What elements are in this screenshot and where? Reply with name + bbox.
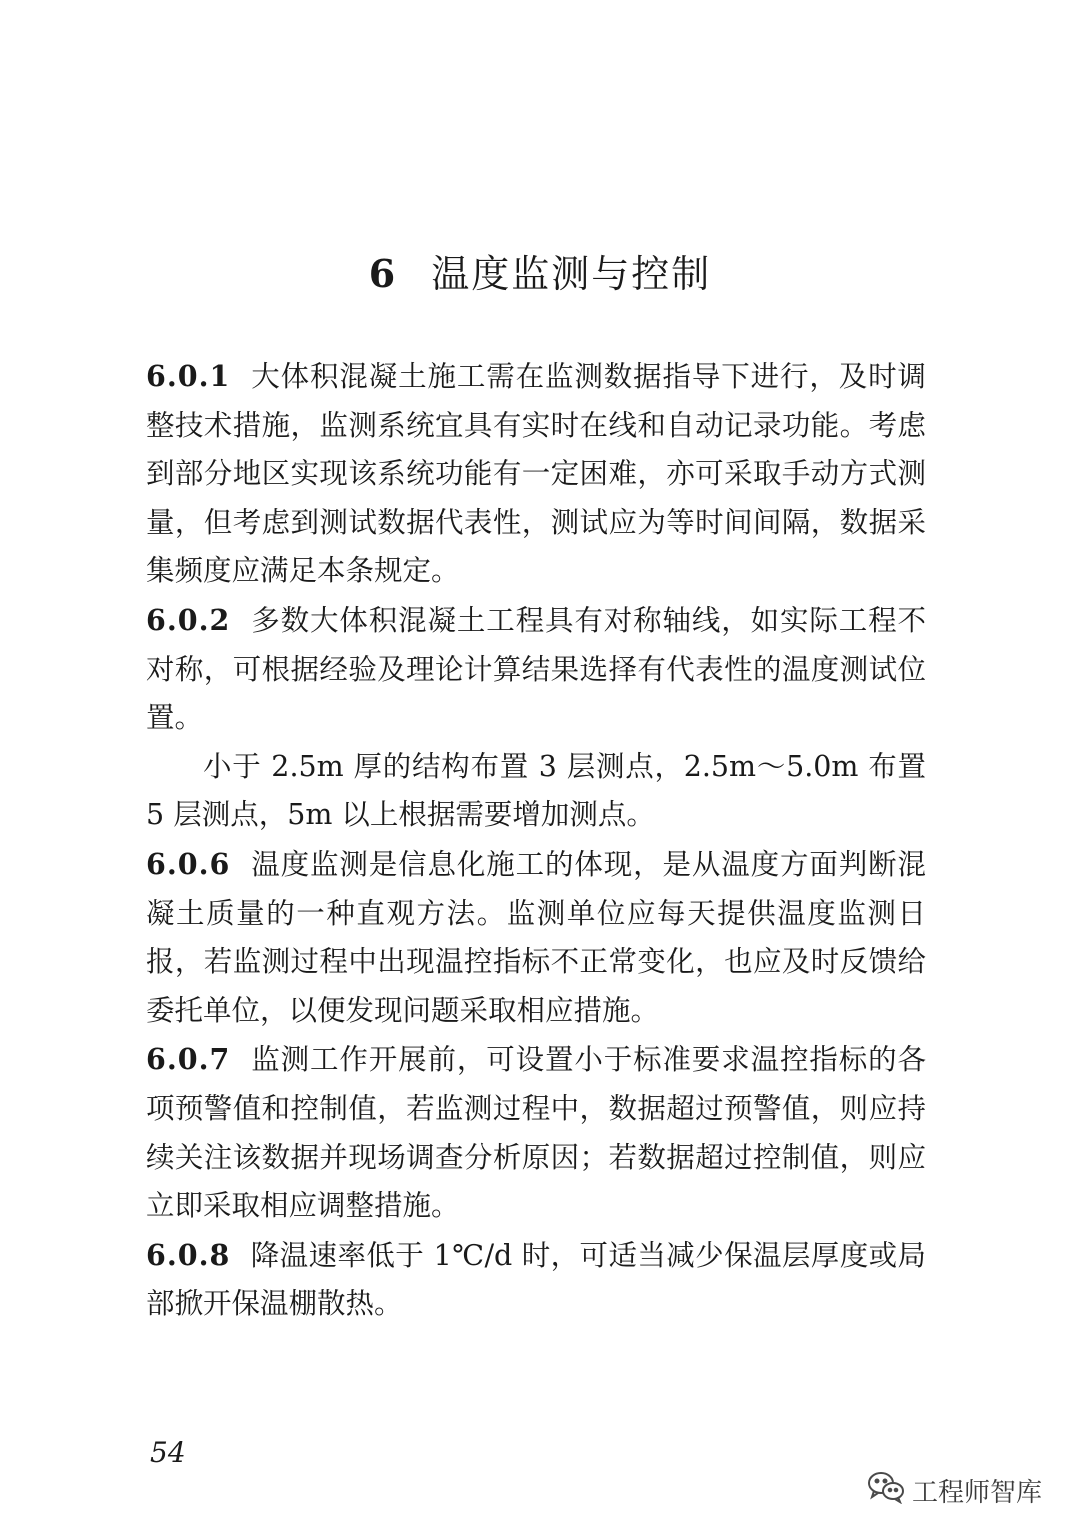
- clause-6-0-2: [146, 596, 926, 743]
- clause-6-0-8: [146, 1231, 926, 1329]
- clause-text: 降温速率低于 1℃/d 时，可适当减少保温层厚度或局部掀开保温棚散热。: [146, 1238, 926, 1321]
- clause-text: 小于 2.5m 厚的结构布置 3 层测点，2.5m～5.0m 布置 5 层测点，5m 以上根据需要增加测点。: [146, 749, 926, 832]
- chapter-title: [0, 243, 1080, 298]
- watermark-text: 工程师智库: [912, 1478, 1043, 1508]
- clause-6-0-7: [146, 1035, 926, 1230]
- wechat-icon: [866, 1470, 906, 1511]
- clause-text: 监测工作开展前，可设置小于标准要求温控指标的各项预警值和控制值，若监测过程中，数据超过预警值，则应持续关注该数据并现场调查分析原因；若数据超过控制值，则应立即采取相应调整措施。: [146, 1043, 926, 1223]
- clause-text: 多数大体积混凝土工程具有对称轴线，如实际工程不对称，可根据经验及理论计算结果选择有代表性的温度测试位置。: [146, 603, 926, 735]
- clause-list: [146, 352, 926, 1329]
- chapter-number: 6: [368, 251, 398, 296]
- clause-text: 大体积混凝土施工需在监测数据指导下进行，及时调整技术措施，监测系统宜具有实时在线和自动记录功能。考虑到部分地区实现该系统功能有一定困难，亦可采取手动方式测量，但考虑到测试数据代表性，测试应为等时间间隔，数据采集频度应满足本条规定。: [146, 360, 926, 588]
- clause-number: 6.0.8: [146, 1237, 231, 1272]
- watermark: [866, 1470, 1042, 1511]
- clause-6-0-6: [146, 840, 926, 1035]
- clause-number: 6.0.6: [146, 846, 231, 881]
- chapter-title-text: 温度监测与控制: [431, 252, 712, 296]
- clause-number: 6.0.7: [146, 1042, 231, 1077]
- page-number: 54: [150, 1436, 186, 1469]
- clause-text: 温度监测是信息化施工的体现，是从温度方面判断混凝土质量的一种直观方法。监测单位应每天提供温度监测日报，若监测过程中出现温控指标不正常变化，也应及时反馈给委托单位，以便发现问题采取相应措施。: [146, 847, 926, 1027]
- clause-number: 6.0.1: [146, 359, 231, 393]
- clause-6-0-2-continuation: [146, 743, 926, 840]
- clause-number: 6.0.2: [146, 602, 231, 637]
- clause-6-0-1: [146, 352, 926, 596]
